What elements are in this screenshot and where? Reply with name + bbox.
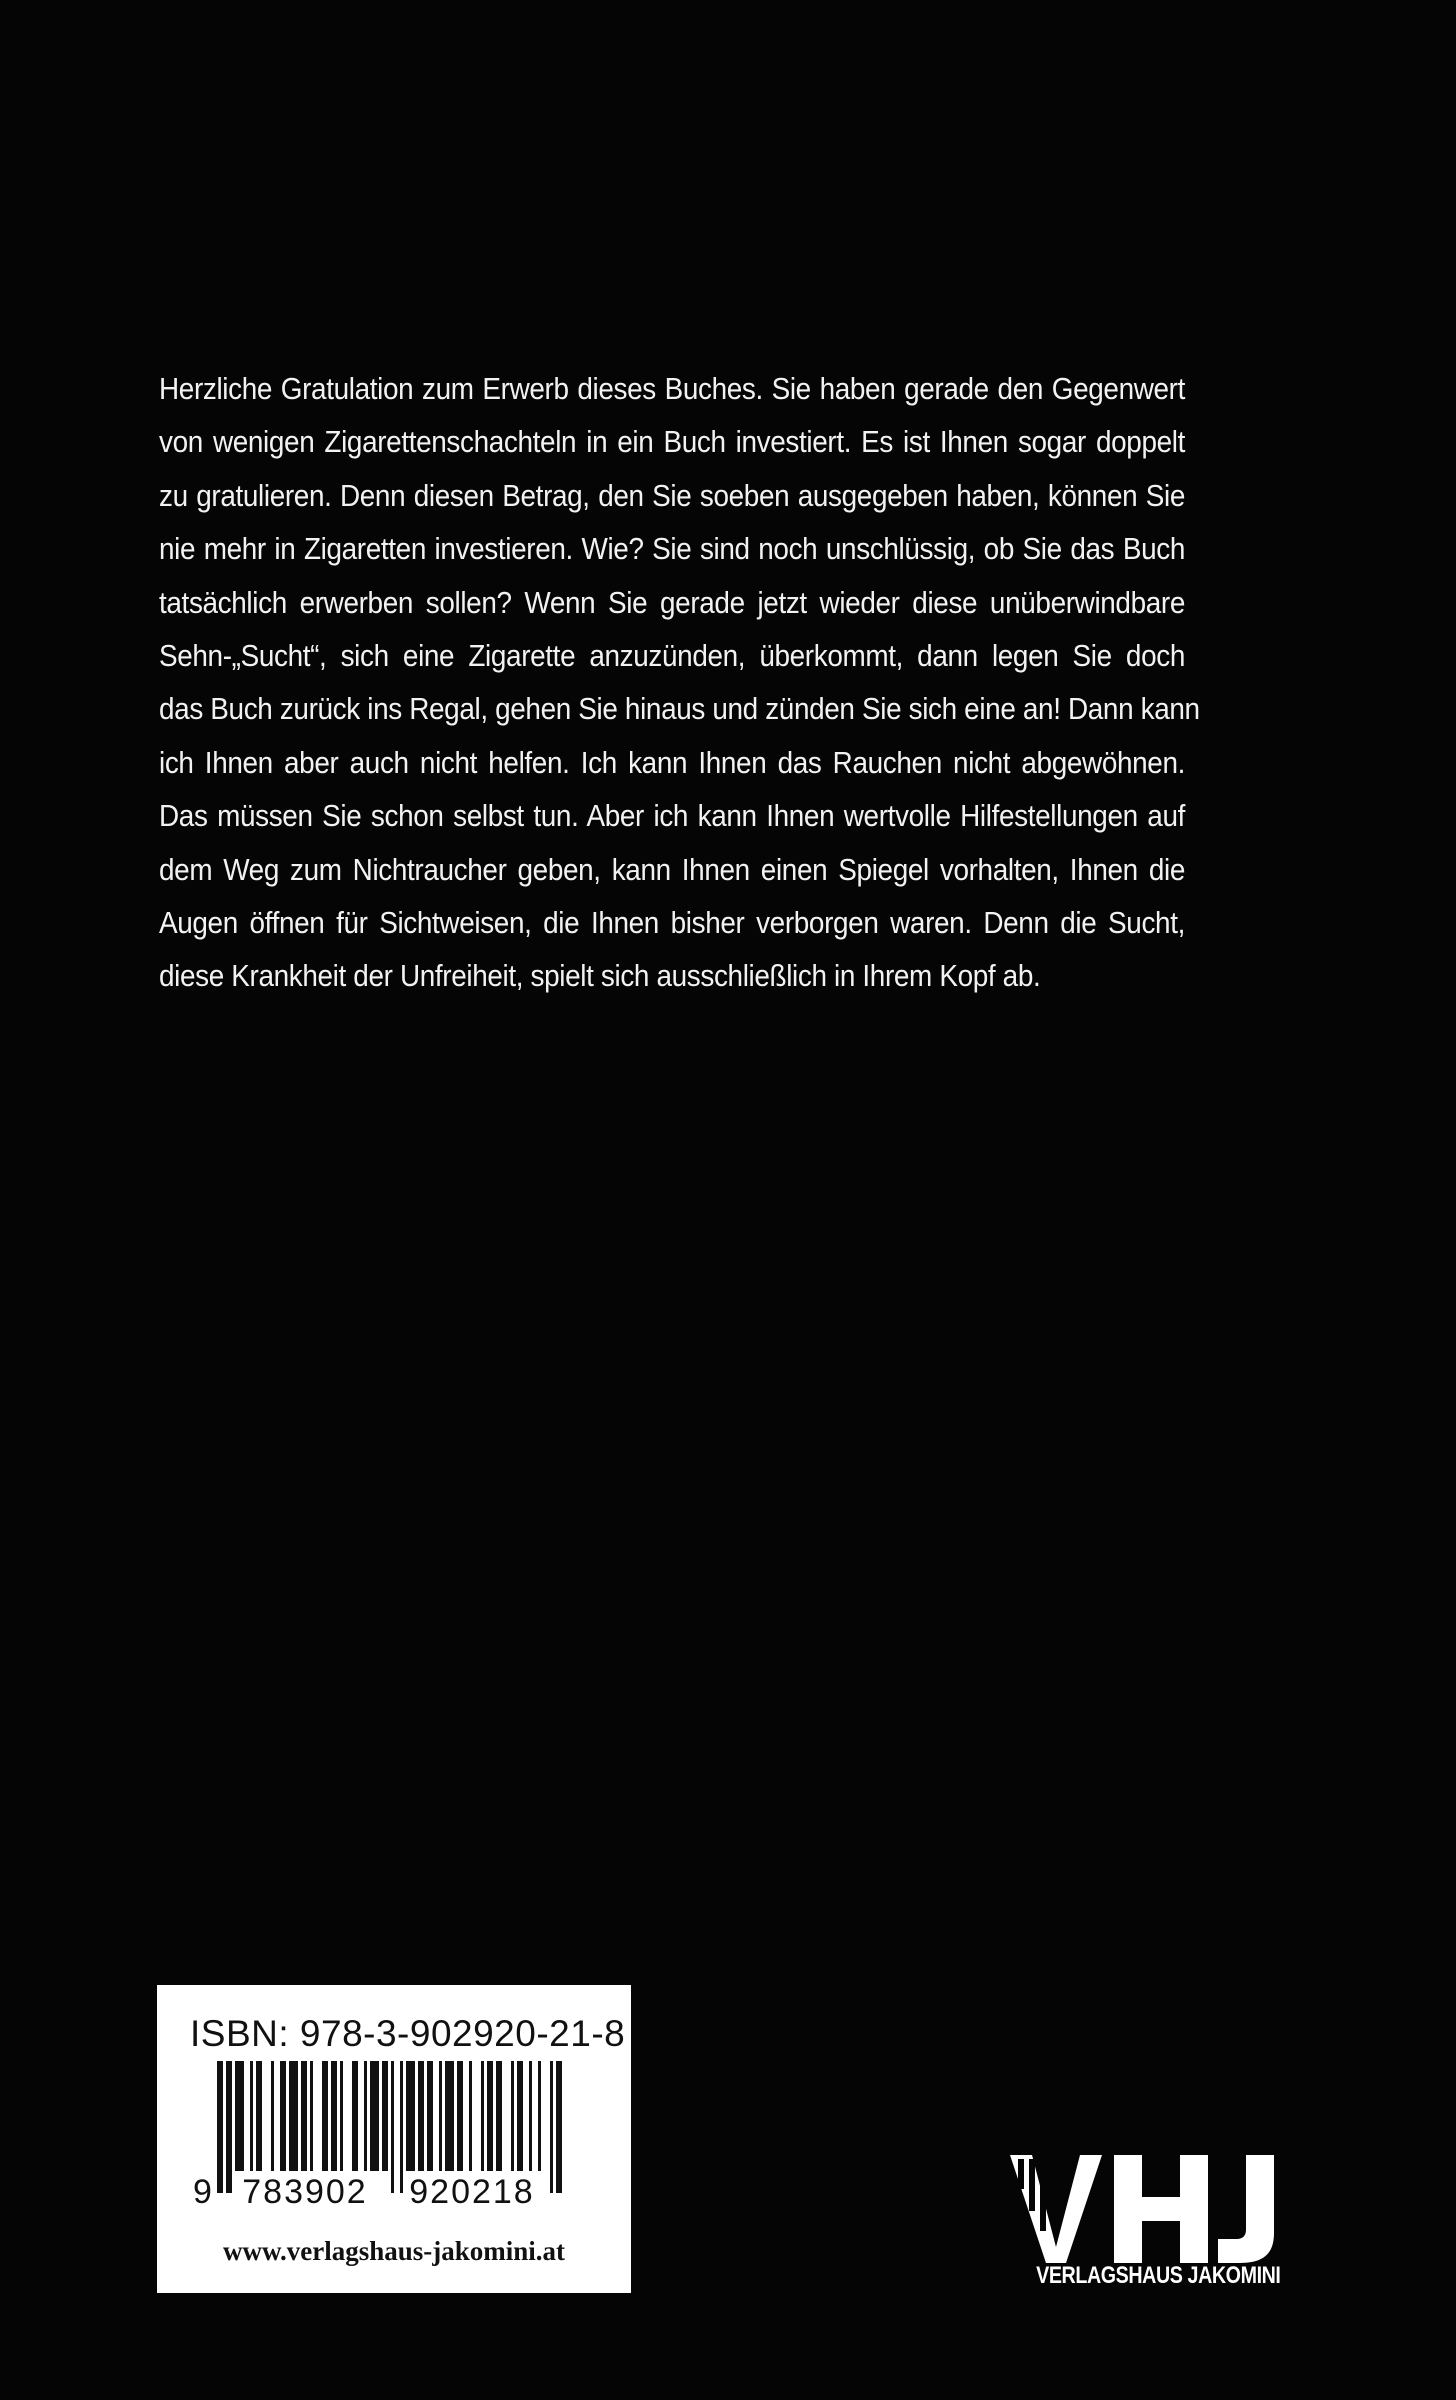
barcode-bar [382, 2061, 388, 2171]
blurb-line: Herzliche Gratulation zum Erwerb dieses Buches. Sie haben gerade den Gegenwert [159, 371, 1185, 406]
blurb-line: zu gratulieren. Denn diesen Betrag, den Sie soeben ausgegeben haben, können Sie [159, 477, 1185, 513]
blurb-line: Das müssen Sie schon selbst tun. Aber ich kann Ihnen wertvolle Hilfestellungen auf [159, 798, 1185, 834]
barcode-bar [280, 2061, 286, 2171]
blurb-line: dem Weg zum Nichtraucher geben, kann Ihnen einen Spiegel vorhalten, Ihnen die [159, 851, 1185, 887]
logo-letter-j [1218, 2155, 1274, 2263]
barcode-bar [496, 2061, 502, 2171]
logo-letter-v [1010, 2155, 1102, 2263]
isbn-label: ISBN: 978-3-902920-21-8 [190, 2013, 626, 2054]
barcode-bar [271, 2061, 274, 2171]
barcode-bar [487, 2061, 493, 2171]
barcode-bar [517, 2061, 523, 2171]
barcode-bar [550, 2061, 553, 2193]
blurb-line: tatsächlich erwerben sollen? Wenn Sie gerade jetzt wieder diese unüberwindbare [159, 584, 1185, 620]
barcode-bar [529, 2061, 532, 2171]
blurb-line: Augen öffnen für Sichtweisen, die Ihnen bisher verborgen waren. Denn die Sucht, [159, 905, 1185, 941]
barcode-bar [217, 2061, 223, 2193]
logo-letter-h [1114, 2155, 1208, 2263]
barcode-bar [481, 2061, 484, 2171]
logo-caption: VERLAGSHAUS JAKOMINI [1036, 2262, 1281, 2289]
barcode-left-digits: 783902 [242, 2173, 368, 2211]
barcode-bar [406, 2061, 415, 2171]
barcode-bar [370, 2061, 379, 2171]
barcode-bar [457, 2061, 463, 2171]
barcode-bar [340, 2061, 343, 2171]
barcode-bar [364, 2061, 367, 2171]
blurb-line: diese Krankheit der Unfreiheit, spielt sich ausschließlich in Ihrem Kopf ab. [159, 958, 1041, 994]
barcode-bar [352, 2061, 358, 2171]
barcode-bar [439, 2061, 442, 2171]
barcode-bar [427, 2061, 433, 2171]
barcode-bar [289, 2061, 298, 2171]
barcode-bar [235, 2061, 244, 2171]
barcode-bar [511, 2061, 514, 2171]
blurb-line: ich Ihnen aber auch nicht helfen. Ich kann Ihnen das Rauchen nicht abgewöhnen. [159, 744, 1185, 780]
blurb-line: Sehn-„Sucht“, sich eine Zigarette anzuzünden, überkommt, dann legen Sie doch [159, 638, 1185, 674]
barcode-bar [469, 2061, 472, 2171]
barcode-bar [301, 2061, 307, 2171]
barcode-bar [256, 2061, 262, 2171]
barcode-bar [538, 2061, 541, 2171]
barcode-bar [310, 2061, 313, 2171]
barcode-bar [556, 2061, 562, 2193]
barcode-bar [418, 2061, 424, 2171]
barcode-bar [331, 2061, 337, 2171]
blurb-text [159, 362, 1200, 1003]
barcode-bar [445, 2061, 454, 2171]
publisher-url: www.verlagshaus-jakomini.at [222, 2236, 566, 2266]
isbn-barcode-box [157, 1985, 631, 2293]
barcode-bar [250, 2061, 253, 2171]
blurb-line: nie mehr in Zigaretten investieren. Wie? Sie sind noch unschlüssig, ob Sie das Buch [159, 531, 1185, 567]
blurb-line: das Buch zurück ins Regal, gehen Sie hinaus und zünden Sie sich eine an! Dann kann [159, 691, 1200, 727]
barcode-right-digits: 920218 [409, 2173, 535, 2211]
blurb-line: von wenigen Zigarettenschachteln in ein Buch investiert. Es ist Ihnen sogar doppelt [159, 424, 1185, 460]
barcode-first-digit: 9 [193, 2173, 212, 2211]
barcode-bar [322, 2061, 328, 2171]
